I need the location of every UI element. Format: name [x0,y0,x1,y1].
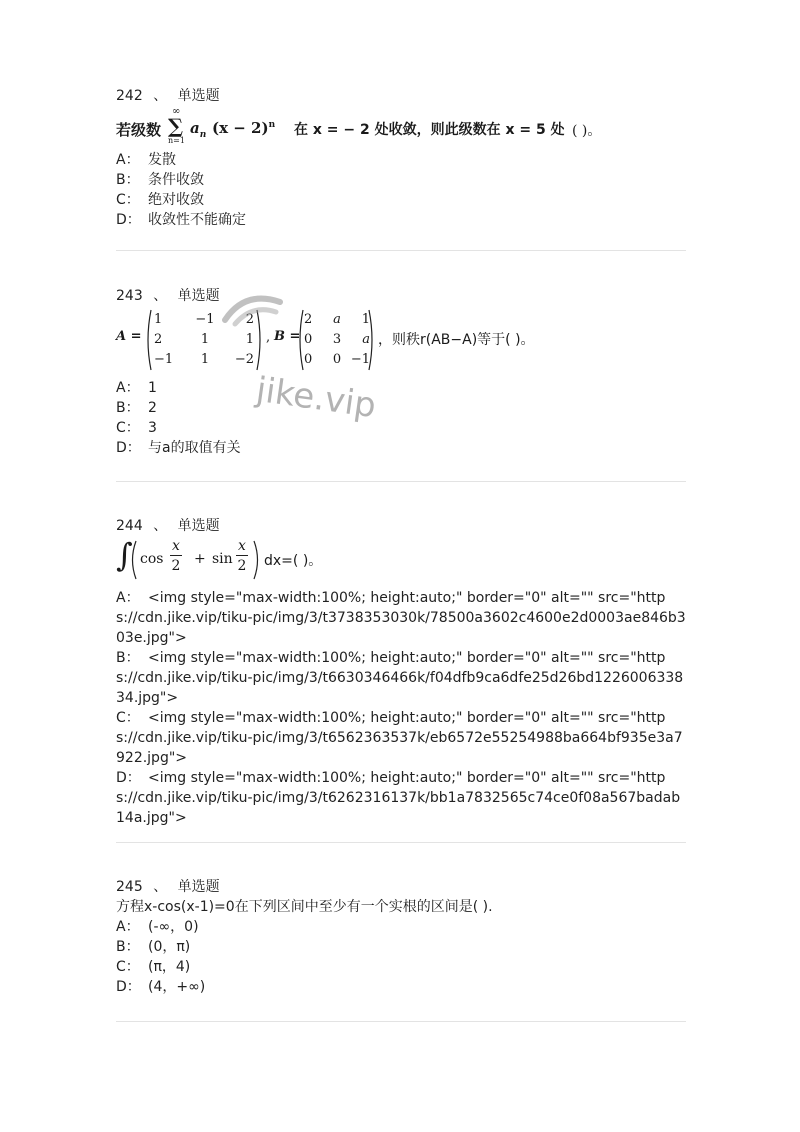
option-list [116,150,686,230]
option-list [116,378,686,458]
question-type: 单选题 [177,288,220,304]
stem-tail: dx=( )。 [264,553,323,569]
question-separator: 、 [153,288,168,304]
option-label: A： [116,380,140,396]
sin-function: sin [212,551,233,567]
option-label: D： [116,440,141,456]
option-text: 发散 [148,152,176,168]
option-text: 绝对收敛 [148,192,204,208]
option-label: B： [116,650,140,666]
option-a[interactable] [116,378,686,398]
question-divider [116,842,686,843]
option-a[interactable] [116,588,686,648]
option-text: 与a的取值有关 [148,440,241,456]
option-list [116,588,686,828]
option-c[interactable] [116,190,686,210]
option-label: D： [116,770,141,786]
option-text: (0，π) [148,939,191,955]
question-type: 单选题 [177,88,220,104]
option-text: <img style="max-width:100%; height:auto;" border="0" alt="" src="https://cdn.jike.vip/tiku-pic/img/3/t6262316137k/bb1a7832565c74ce0f08a567badab14a.jpg"> [116,770,681,826]
term-power: $(x - 2)^n$ [212,119,276,137]
option-b[interactable] [116,398,686,418]
watermark-logo-icon [220,290,290,330]
fraction-cos: x 2 [171,538,181,574]
option-label: B： [116,172,140,188]
option-c[interactable] [116,708,686,768]
option-text: <img style="max-width:100%; height:auto;" border="0" alt="" src="https://cdn.jike.vip/tiku-pic/img/3/t6630346466k/f04dfb9ca6dfe25d26bd122600633834.jpg"> [116,650,684,706]
sum-upper-limit: ∞ [172,106,181,117]
option-b[interactable] [116,170,686,190]
matrix-separator: , [266,330,271,345]
matrix-a-label: A = [116,329,142,344]
question-separator: 、 [153,518,168,534]
integral-sign-icon: ∫ [116,536,133,574]
option-d[interactable] [116,977,686,997]
stem-middle: 在 x = − 2 处收敛，则此级数在 x = 5 处 [294,122,565,138]
sum-lower-limit: n=1 [168,136,185,145]
question-header [116,877,686,897]
question-244 [116,516,686,828]
stem-tail: ，则秩r(AB−A)等于( )。 [378,332,535,348]
cos-function: cos [140,551,164,567]
matrix-b-label: B = [274,329,301,344]
fraction-sin: x 2 [237,538,247,574]
option-list [116,917,686,997]
question-header [116,86,686,106]
question-divider [116,481,686,482]
option-label: C： [116,959,140,975]
option-a[interactable] [116,150,686,170]
option-text: 收敛性不能确定 [148,212,246,228]
option-label: C： [116,710,140,726]
question-header [116,516,686,536]
stem-prefix: 若级数 [116,121,162,139]
option-label: D： [116,212,141,228]
question-type: 单选题 [177,879,220,895]
option-d[interactable] [116,210,686,230]
option-label: D： [116,979,141,995]
option-label: C： [116,420,140,436]
option-c[interactable] [116,418,686,438]
option-text: 1 [148,380,157,396]
option-label: A： [116,152,140,168]
option-text: <img style="max-width:100%; height:auto;" border="0" alt="" src="https://cdn.jike.vip/tiku-pic/img/3/t6562363537k/eb6572e55254988ba664bf935e3a7922.jpg"> [116,710,683,766]
option-label: B： [116,400,140,416]
option-text: 3 [148,420,157,436]
option-text: (4，+∞) [148,979,206,995]
question-243 [116,286,686,458]
question-stem-formula [116,106,686,146]
option-label: C： [116,192,140,208]
question-number: 242 [116,88,143,104]
question-number: 243 [116,288,143,304]
question-number: 245 [116,879,143,895]
question-242 [116,86,686,230]
question-separator: 、 [153,88,168,104]
option-a[interactable] [116,917,686,937]
term-coefficient: $a_n$ [190,119,207,140]
question-stem-formula [116,536,686,584]
option-label: A： [116,919,140,935]
matrix-b: 2 a 1 0 3 a 0 0 −1 [304,312,370,367]
matrix-a: 1 −1 2 2 1 1 −1 1 −2 [154,312,254,367]
option-label: A： [116,590,140,606]
right-paren-icon [252,539,262,581]
option-b[interactable] [116,648,686,708]
option-text: <img style="max-width:100%; height:auto;" border="0" alt="" src="https://cdn.jike.vip/tiku-pic/img/3/t3738353030k/78500a3602c4600e2d0003ae846b303e.jpg"> [116,590,686,646]
question-stem-formula [116,306,686,374]
sum-sigma-icon: ∑ [168,114,184,138]
question-divider [116,1021,686,1022]
option-text: (π，4) [148,959,191,975]
option-text: 条件收敛 [148,172,204,188]
question-divider [116,250,686,251]
option-text: 2 [148,400,157,416]
question-type: 单选题 [177,518,220,534]
question-header [116,286,686,306]
option-c[interactable] [116,957,686,977]
question-245 [116,877,686,997]
option-text: (-∞，0) [148,919,199,935]
question-stem: 方程x-cos(x-1)=0在下列区间中至少有一个实根的区间是( ). [116,899,493,915]
option-d[interactable] [116,438,686,458]
watermark-text: jike.vip [253,369,379,427]
option-b[interactable] [116,937,686,957]
question-number: 244 [116,518,143,534]
left-paren-icon [128,539,138,581]
stem-blank: ( )。 [572,123,602,139]
option-d[interactable] [116,768,686,828]
plus-sign: + [194,551,206,567]
question-separator: 、 [153,879,168,895]
option-label: B： [116,939,140,955]
